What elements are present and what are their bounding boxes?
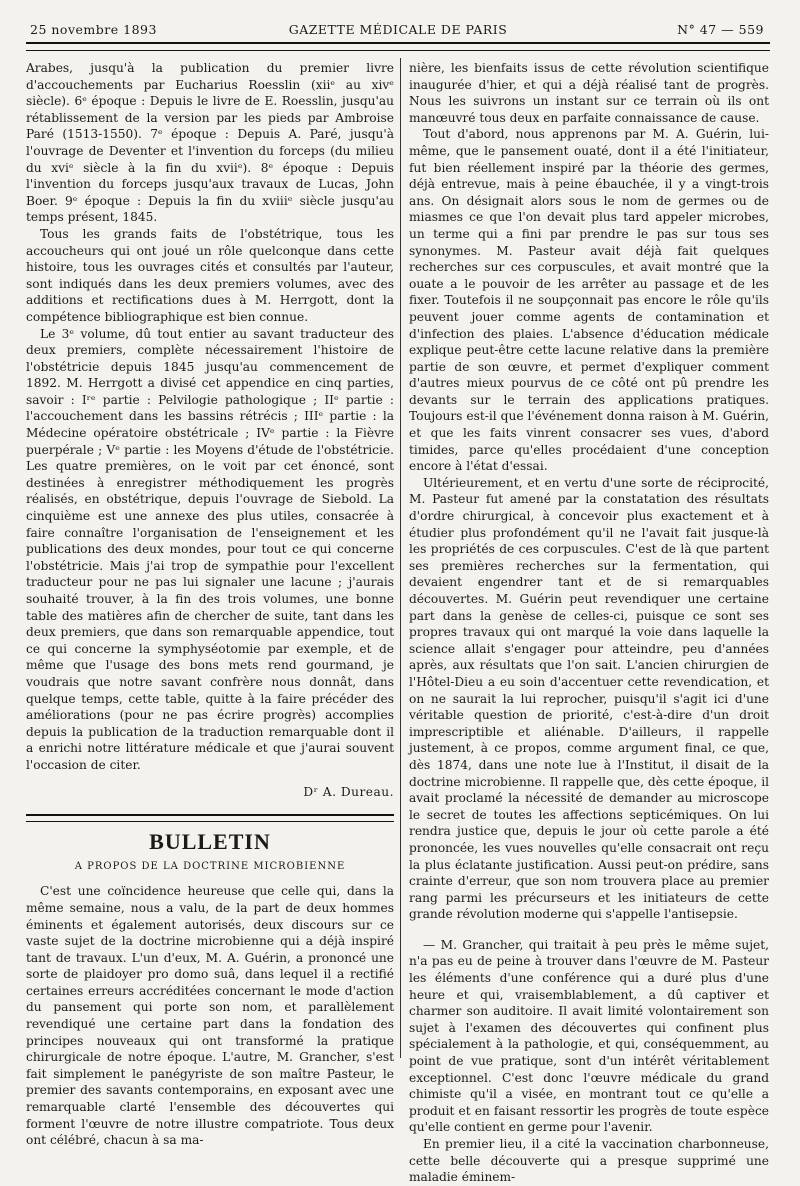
right-paragraph-5: En premier lieu, il a cité la vaccination charbonneuse, cette belle découverte qui a presque supprimé une maladie éminem- [409, 1137, 769, 1185]
left-paragraph-3: Le 3ᵉ volume, dû tout entier au savant traducteur des deux premiers, complète nécessairement l'histoire de l'obstétricie depuis 1845 jusqu'au commencement de 1892. M. Herrgott a divisé cet appendice en cinq parties, savoir : Iʳᵉ partie : Pelvilogie pathologique ; IIᵉ partie : l'accouchement dans les bassins rétrécis ; IIIᵉ partie : la Médecine opératoire obstétricale ; IVᵉ partie : la Fièvre puerpérale ; Vᵉ partie : les Moyens d'étude de l'obstétricie. Les quatre premières, on le voit par cet énoncé, sont destinées à enregistrer méthodiquement les progrès réalisés, en obstétrique, depuis l'ouvrage de Siebold. La cinquième est une annexe des plus utiles, consacrée à faire connaître l'organisation de l'enseignement et les publications des deux mondes, pour tout ce qui concerne l'obstétricie. Mais j'ai trop de sympathie pour l'excellent traducteur pour ne pas lui signaler une lacune ; j'aurais souhaité trouver, à la fin des trois volumes, une bonne table des matières afin de chercher de suite, tant dans les deux premiers, que dans son remarquable appendice, tout ce qui concerne la symphyséotomie par exemple, et de même que l'usage des bons mets rend gourmand, je voudrais que notre savant confrère nous donnât, dans quelque temps, cette table, quitte à la faire précéder des améliorations (pour ne pas écrire progrès) accomplies depuis la publication de la traduction remarquable dont il a enrichi notre littérature médicale et que j'aurai souvent l'occasion de citer. [26, 326, 394, 772]
header-date: 25 novembre 1893 [30, 22, 157, 37]
left-column [26, 60, 394, 1149]
bulletin-heading: BULLETIN [149, 829, 271, 855]
page-header [26, 22, 770, 42]
left-paragraph-1: Arabes, jusqu'à la publication du premier livre d'accouchements par Eucharius Roesslin (xiiᵉ au xivᵉ siècle). 6ᵉ époque : Depuis le livre de E. Roesslin, jusqu'au rétablissement de la version par les pieds par Ambroise Paré (1513-1550). 7ᵉ époque : Depuis A. Paré, jusqu'à l'ouvrage de Deventer et l'invention du forceps (du milieu du xviᵉ siècle à la fin du xviiᵉ). 8ᵉ époque : Depuis l'invention du forceps jusqu'aux travaux de Lucas, John Boer. 9ᵉ époque : Depuis la fin du xviiiᵉ siècle jusqu'au temps présent, 1845. [26, 61, 394, 225]
right-paragraph-2: Tout d'abord, nous apprenons par M. A. Guérin, lui-même, que le pansement ouaté, dont il a été l'initiateur, fut bien réellement inspiré par la théorie des germes, déjà entrevue, mais à peine ébauchée, il y a vingt-trois ans. On désignait alors sous le nom de germes ou de miasmes ce que l'on devait plus tard appeler microbes, un terme qui a fini par prendre le pas sur tous ses synonymes. M. Pasteur avait déjà fait quelques recherches sur ces corpuscules, et avait montré que la ouate a le pouvoir de les arrêter au passage et de les fixer. Toutefois il ne soupçonnait pas encore le rôle qu'ils peuvent jouer comme agents de contamination et d'infection des plaies. L'absence d'éducation médicale explique peut-être cette lacune relative dans la première partie de son œuvre, et permet d'expliquer comment d'autres mieux pourvus de ce côté ont pû prendre les devants sur le terrain des applications pratiques. Toujours est-il que l'événement donna raison à M. Guérin, et que les faits vinrent consacrer ses vues, d'abord timides, parce qu'elles procédaient d'une conception encore à l'état d'essai. [409, 127, 769, 474]
header-issue: N° 47 — 559 [677, 22, 764, 37]
right-column [409, 60, 769, 1186]
right-paragraph-1: nière, les bienfaits issus de cette révolution scientifique inaugurée d'hier, et qui a déjà réalisé tant de progrès. Nous les suivrons un instant sur ce terrain où ils ont manœuvré tous deux en parfaite connaissance de cause. [409, 61, 769, 125]
paragraph-gap [409, 923, 769, 937]
article-signature: Dʳ A. Dureau. [303, 784, 394, 799]
bulletin-subheading: A PROPOS DE LA DOCTRINE MICROBIENNE [74, 860, 346, 872]
column-divider [400, 58, 401, 1058]
right-paragraph-4: — M. Grancher, qui traitait à peu près le même sujet, n'a pas eu de peine à trouver dans l'œuvre de M. Pasteur les éléments d'une conférence qui a duré plus d'une heure et qui, vraisemblablement, a dû captiver et charmer son auditoire. Il avait limité volontairement son sujet à l'examen des découvertes qui confinent plus spécialement à la pathologie, et qui, conséquemment, au point de vue pratique, sont d'un intérêt véritablement exceptionnel. C'est donc l'œuvre médicale du grand chimiste qu'il a visée, en montrant tout ce qu'elle a produit et en faisant ressortir les progrès de toute espèce qu'elle contient en germe pour l'avenir. [409, 937, 769, 1135]
right-paragraph-3: Ultérieurement, et en vertu d'une sorte de réciprocité, M. Pasteur fut amené par la constatation des résultats d'ordre chirurgical, à concevoir plus exactement et à étudier plus profondément qu'il ne l'avait fait jusque-là les propriétés de ces corpuscules. C'est de là que partent ses premières recherches sur la fermentation, qui devaient engendrer tant et de si remarquables découvertes. M. Guérin peut revendiquer une certaine part dans la genèse de celles-ci, puisque ce sont ses propres travaux qui ont marqué la voie dans laquelle la science allait s'engager pour atteindre, peu d'années après, aux résultats que l'on sait. L'ancien chirurgien de l'Hôtel-Dieu a eu soin d'accentuer cette revendication, et on ne saurait la lui reprocher, puisqu'il s'agit ici d'une véritable question de priorité, c'est-à-dire d'un droit imprescriptible et aliénable. D'ailleurs, il rappelle justement, à ce propos, comme argument final, ce que, dès 1874, dans une note lue à l'Institut, il disait de la doctrine microbienne. Il rappelle que, dès cette époque, il avait proclamé la nécessité de demander au microscope le secret de toutes les affections septicémiques. On lui rendra justice que, depuis le jour où cette parole a été prononcée, les vues nouvelles qu'elle consacrait ont reçu la plus éclatante justification. Aussi peut-on prédire, sans crainte d'erreur, que son nom trouvera place au premier rang parmi les précurseurs et les initiateurs de cette grande révolution moderne qui s'appelle l'antisepsie. [409, 475, 769, 922]
left-paragraph-4: C'est une coïncidence heureuse que celle qui, dans la même semaine, nous a valu, de la part de deux hommes éminents et également autorisés, deux discours sur ce vaste sujet de la doctrine microbienne qui a déjà inspiré tant de travaux. L'un d'eux, M. A. Guérin, a prononcé une sorte de plaidoyer pro domo suâ, dans lequel il a rectifié certaines erreurs accréditées concernant le mode d'action du pansement qui porte son nom, et parallèlement revendiqué une certaine part dans la fondation des principes nouveaux qui ont transformé la pratique chirurgicale de notre époque. L'autre, M. Grancher, s'est fait simplement le panégyriste de son maître Pasteur, le premier des savants contemporains, en exposant avec une remarquable clarté l'ensemble des découvertes qui forment l'œuvre de notre illustre compatriote. Tous deux ont célébré, chacun à sa ma- [26, 884, 394, 1148]
header-title: GAZETTE MÉDICALE DE PARIS [288, 22, 508, 37]
header-rule [26, 42, 770, 51]
section-rule [26, 814, 394, 822]
left-paragraph-2: Tous les grands faits de l'obstétrique, tous les accoucheurs qui ont joué un rôle quelconque dans cette histoire, tous les ouvrages cités et consultés par l'auteur, sont indiqués dans les deux premiers volumes, avec des additions et rectifications dues à M. Herrgott, dont la compétence bibliographique est bien connue. [26, 226, 394, 324]
